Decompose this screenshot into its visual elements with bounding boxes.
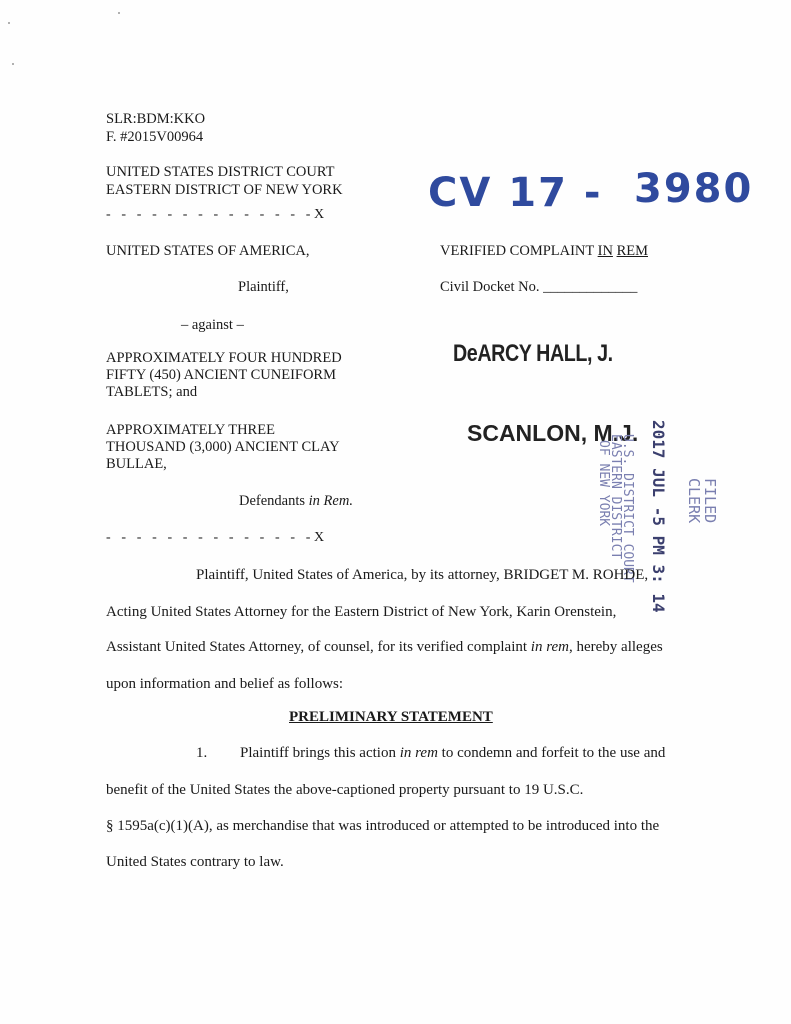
case-number: 3980 bbox=[634, 166, 754, 212]
civil-docket-line bbox=[440, 279, 637, 296]
intro-line-3-in-rem: in rem bbox=[530, 639, 569, 655]
civil-docket-blank: _____________ bbox=[543, 279, 638, 295]
district-judge-stamp: DeARCY HALL, J. bbox=[453, 340, 613, 367]
scan-speck bbox=[118, 12, 120, 14]
paragraph-number: 1. bbox=[196, 745, 208, 761]
defendants-role-in-rem: in Rem. bbox=[308, 493, 353, 509]
against-label: – against – bbox=[181, 317, 244, 333]
magistrate-judge-stamp: SCANLON, M.J. bbox=[467, 420, 639, 446]
complaint-title-prefix: VERIFIED COMPLAINT bbox=[440, 243, 598, 259]
file-reference-initials: SLR:BDM:KKO bbox=[106, 111, 206, 127]
caption-separator-top: - - - - - - - - - - - - - -X bbox=[106, 207, 328, 222]
intro-line-3-a: Assistant United States Attorney, of counsel, for its verified complaint bbox=[106, 639, 531, 655]
defendants-role bbox=[239, 493, 353, 510]
court-name: UNITED STATES DISTRICT COURT bbox=[106, 164, 335, 180]
filed-date-stamp: 2017 JUL -5 PM 3: 14 bbox=[649, 420, 668, 613]
complaint-title-in: IN bbox=[597, 243, 613, 259]
paragraph-1-line-3: § 1595a(c)(1)(A), as merchandise that was introduced or attempted to be introduced into the bbox=[106, 818, 660, 834]
court-district: EASTERN DISTRICT OF NEW YORK bbox=[106, 182, 343, 198]
defendant-1-line-1: APPROXIMATELY FOUR HUNDRED bbox=[106, 350, 342, 366]
plaintiff-name: UNITED STATES OF AMERICA, bbox=[106, 243, 310, 259]
file-reference-number: F. #2015V00964 bbox=[106, 129, 204, 145]
paragraph-1-line-1-a: Plaintiff brings this action bbox=[240, 745, 400, 761]
paragraph-1-line-1 bbox=[240, 744, 665, 762]
caption-separator-bottom: - - - - - - - - - - - - - -X bbox=[106, 530, 328, 545]
intro-line-3-b: , hereby alleges bbox=[569, 639, 663, 655]
paragraph-1-in-rem: in rem bbox=[399, 745, 438, 761]
defendants-role-prefix: Defendants bbox=[239, 493, 309, 509]
paragraph-1-line-2: benefit of the United States the above-captioned property pursuant to 19 U.S.C. bbox=[106, 782, 584, 798]
complaint-title bbox=[440, 243, 648, 260]
intro-line-2: Acting United States Attorney for the Eastern District of New York, Karin Orenstein, bbox=[106, 604, 617, 620]
stamp-court-line-3: OF NEW YORK bbox=[596, 440, 611, 527]
intro-line-4: upon information and belief as follows: bbox=[106, 676, 344, 692]
paragraph-1-line-1-b: to condemn and forfeit to the use and bbox=[437, 745, 666, 761]
stamp-filed: FILED bbox=[701, 478, 719, 524]
complaint-title-rem: REM bbox=[616, 243, 648, 259]
defendant-2-line-1: APPROXIMATELY THREE bbox=[106, 422, 275, 438]
defendant-2-line-2: THOUSAND (3,000) ANCIENT CLAY bbox=[106, 439, 340, 455]
scan-speck bbox=[8, 22, 10, 24]
case-number-prefix: CV 17 - bbox=[428, 170, 603, 216]
section-heading: PRELIMINARY STATEMENT bbox=[289, 709, 493, 725]
civil-docket-label: Civil Docket No. bbox=[440, 279, 540, 295]
defendant-1-line-3: TABLETS; and bbox=[106, 384, 198, 400]
stamp-clerk: CLERK bbox=[685, 478, 703, 524]
scan-speck bbox=[12, 63, 14, 65]
defendant-2-line-3: BULLAE, bbox=[106, 456, 167, 472]
intro-line-3 bbox=[106, 638, 663, 656]
intro-line-1: Plaintiff, United States of America, by its attorney, BRIDGET M. ROHDE, bbox=[196, 567, 649, 583]
plaintiff-role: Plaintiff, bbox=[238, 279, 289, 295]
stamp-court-line-1: U.S. DISTRICT COURT bbox=[620, 434, 635, 583]
defendant-1-line-2: FIFTY (450) ANCIENT CUNEIFORM bbox=[106, 367, 336, 383]
paragraph-1-line-4: United States contrary to law. bbox=[106, 854, 284, 870]
stamp-court-line-2: EASTERN DISTRICT bbox=[608, 434, 623, 560]
